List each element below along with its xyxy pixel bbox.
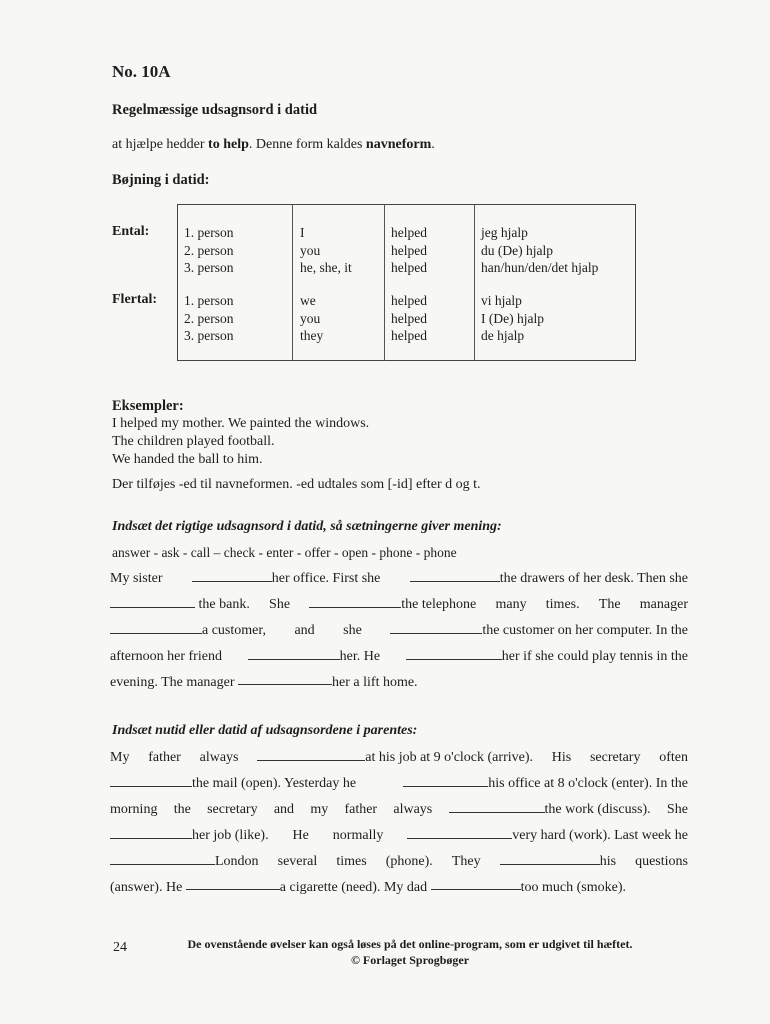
exercise1-instruction: Indsæt det rigtige udsagnsord i datid, så sætningerne giver mening: bbox=[112, 519, 502, 534]
answer-blank[interactable] bbox=[407, 824, 512, 839]
intro-text: at hjælpe hedder to help. Denne form kaldes navneform. bbox=[112, 137, 435, 152]
singular-persons-column: 1. person 2. person 3. person bbox=[184, 225, 234, 275]
answer-blank[interactable] bbox=[449, 798, 545, 813]
exercise1-text bbox=[110, 566, 688, 696]
answer-blank[interactable] bbox=[238, 670, 332, 685]
exercise-line: her job (like). He normally very hard (work). Last week he bbox=[110, 823, 688, 849]
table-divider bbox=[384, 204, 385, 361]
answer-blank[interactable] bbox=[110, 593, 195, 608]
exercise2-text bbox=[110, 745, 688, 901]
answer-blank[interactable] bbox=[110, 824, 192, 839]
plural-pronouns-column: we you they bbox=[300, 293, 324, 343]
exercise-line: afternoon her friend her. He her if she could play tennis in the bbox=[110, 644, 688, 670]
footer-note: De ovenstående øvelser kan også løses på det online-program, som er udgivet til hæftet. bbox=[187, 937, 633, 951]
exercise-line: (answer). He a cigarette (need). My dad too much (smoke). bbox=[110, 875, 688, 901]
table-divider bbox=[292, 204, 293, 361]
answer-blank[interactable] bbox=[257, 746, 365, 761]
examples-heading: Eksempler: bbox=[112, 398, 184, 414]
doc-number: No. 10A bbox=[112, 62, 171, 81]
exercise-line: London several times (phone). They his questions bbox=[110, 849, 688, 875]
answer-blank[interactable] bbox=[110, 772, 192, 787]
answer-blank[interactable] bbox=[431, 875, 521, 890]
table-divider bbox=[474, 204, 475, 361]
answer-blank[interactable] bbox=[309, 593, 401, 608]
answer-blank[interactable] bbox=[390, 619, 482, 634]
page-number: 24 bbox=[113, 940, 127, 955]
plural-label: Flertal: bbox=[112, 292, 158, 307]
answer-blank[interactable] bbox=[410, 567, 500, 582]
page-title: Regelmæssige udsagnsord i datid bbox=[112, 102, 318, 118]
plural-danish-column: vi hjalp I (De) hjalp de hjalp bbox=[481, 293, 544, 343]
answer-blank[interactable] bbox=[500, 850, 600, 865]
plural-verbs-column: helped helped helped bbox=[391, 293, 427, 343]
answer-blank[interactable] bbox=[192, 567, 272, 582]
answer-blank[interactable] bbox=[248, 645, 340, 660]
plural-persons-column: 1. person 2. person 3. person bbox=[184, 293, 234, 343]
pronunciation-note: Der tilføjes -ed til navneformen. -ed udtales som [-id] efter d og t. bbox=[112, 477, 481, 492]
exercise-line: morning the secretary and my father always the work (discuss). She bbox=[110, 797, 688, 823]
answer-blank[interactable] bbox=[110, 619, 202, 634]
singular-verbs-column: helped helped helped bbox=[391, 225, 427, 275]
footer-copyright: © Forlaget Sprogbøger bbox=[350, 953, 470, 967]
conjugation-heading: Bøjning i datid: bbox=[112, 172, 210, 188]
exercise-line: the bank. She the telephone many times. The manager bbox=[110, 592, 688, 618]
singular-label: Ental: bbox=[112, 224, 150, 239]
answer-blank[interactable] bbox=[186, 875, 280, 890]
answer-blank[interactable] bbox=[406, 645, 502, 660]
singular-danish-column: jeg hjalp du (De) hjalp han/hun/den/det hjalp bbox=[481, 225, 599, 275]
answer-blank[interactable] bbox=[403, 772, 488, 787]
example-line: We handed the ball to him. bbox=[112, 452, 263, 467]
word-list: answer - ask - call – check - enter - offer - open - phone - phone bbox=[112, 545, 457, 560]
example-line: The children played football. bbox=[112, 434, 275, 449]
exercise-line: My sister her office. First she the drawers of her desk. Then she bbox=[110, 566, 688, 592]
exercise-line: evening. The manager her a lift home. bbox=[110, 670, 688, 696]
exercise-line: the mail (open). Yesterday he his office at 8 o'clock (enter). In the bbox=[110, 771, 688, 797]
example-line: I helped my mother. We painted the windows. bbox=[112, 416, 370, 431]
exercise-line: My father always at his job at 9 o'clock (arrive). His secretary often bbox=[110, 745, 688, 771]
singular-pronouns-column: I you he, she, it bbox=[300, 225, 352, 275]
answer-blank[interactable] bbox=[110, 850, 215, 865]
exercise-line: a customer, and she the customer on her computer. In the bbox=[110, 618, 688, 644]
exercise2-instruction: Indsæt nutid eller datid af udsagnsordene i parentes: bbox=[112, 723, 418, 738]
